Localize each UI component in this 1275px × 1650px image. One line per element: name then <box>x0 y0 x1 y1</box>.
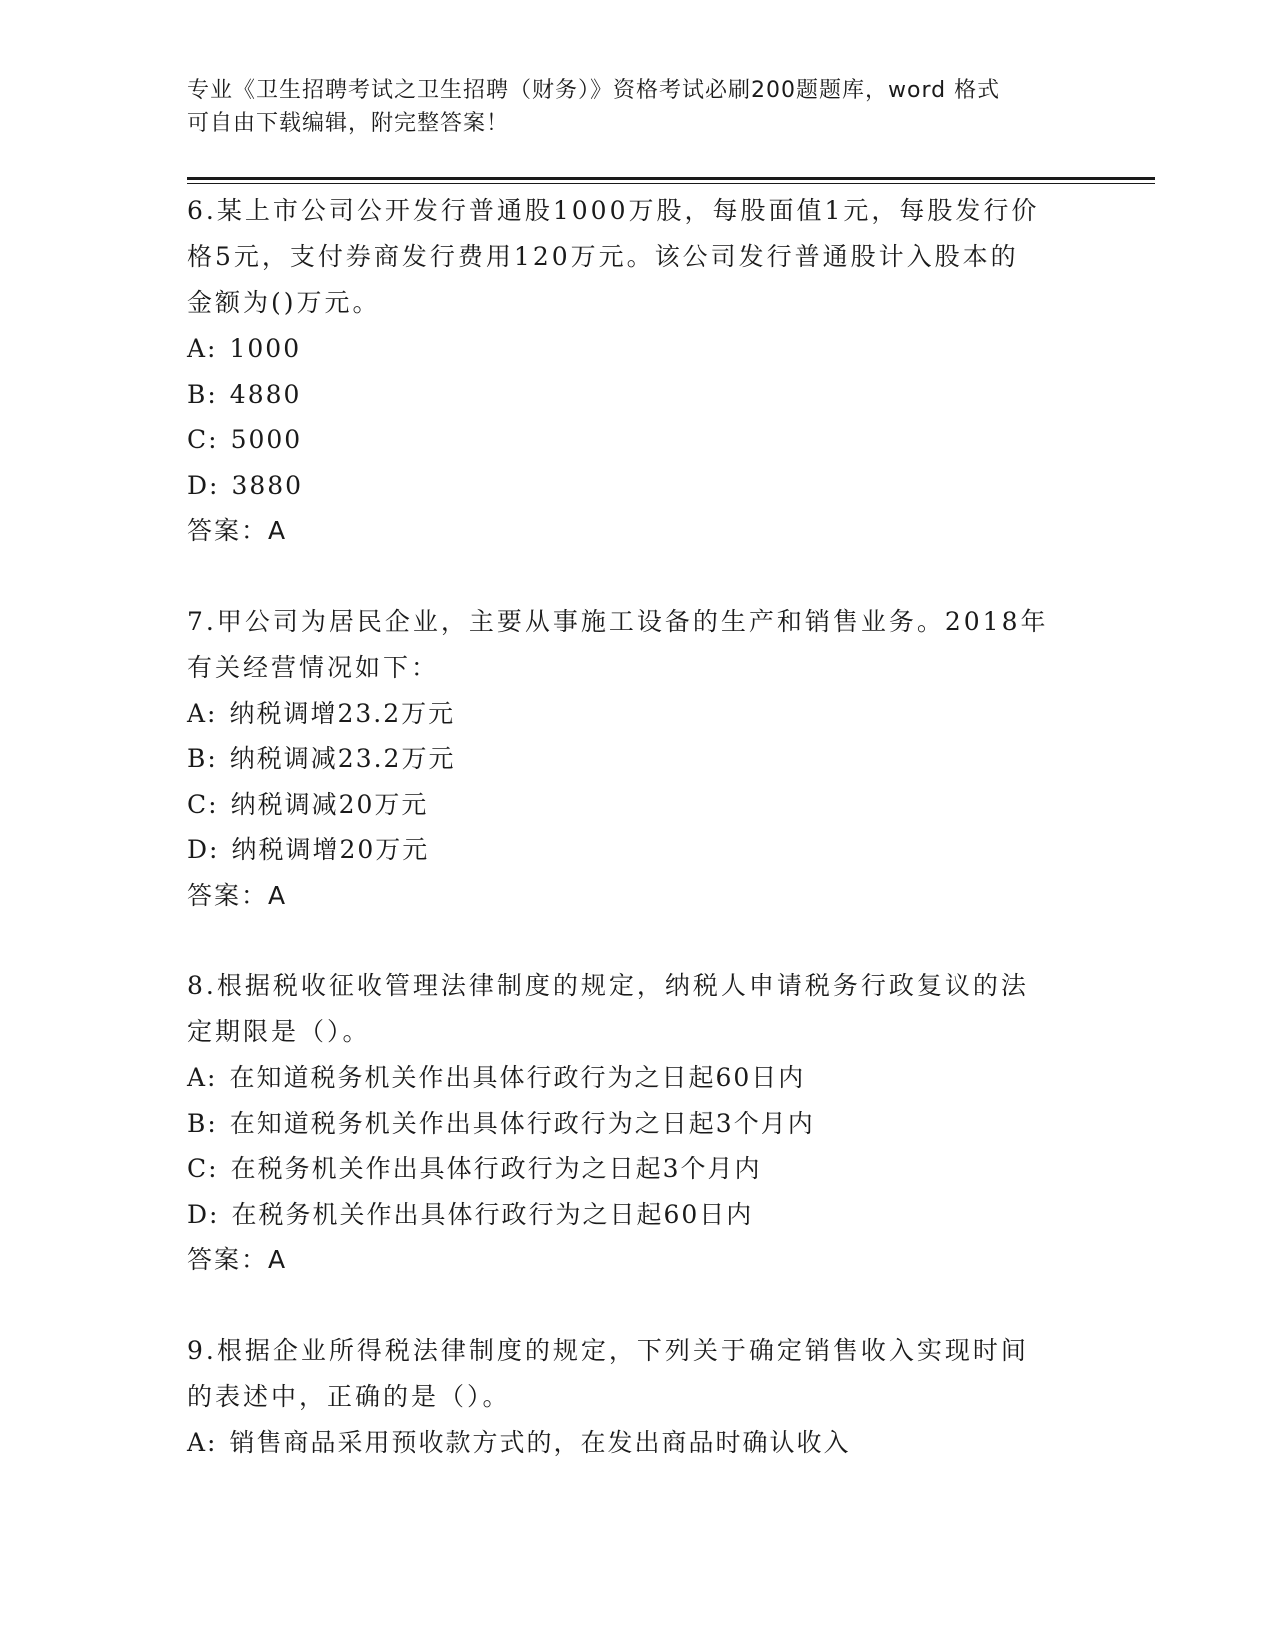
question-text-line: 格5元，支付券商发行费用120万元。该公司发行普通股计入股本的 <box>187 242 1019 271</box>
option-letter: C: <box>187 1154 219 1183</box>
option-letter: D: <box>187 835 220 864</box>
option-letter: B: <box>187 744 218 773</box>
question-list <box>187 188 1067 1465</box>
question-text-line: 9.根据企业所得税法律制度的规定，下列关于确定销售收入实现时间 <box>187 1335 1029 1365</box>
option-text: 销售商品采用预收款方式的，在发出商品时确认收入 <box>229 1427 851 1457</box>
option-a <box>187 691 1067 737</box>
option-text: 3880 <box>231 470 304 500</box>
option-d <box>187 827 1067 873</box>
option-letter: C: <box>187 789 219 819</box>
question-7 <box>187 599 1067 919</box>
option-a <box>187 1420 1067 1466</box>
option-letter: D: <box>187 1199 220 1229</box>
question-8 <box>187 963 1067 1283</box>
option-letter: A: <box>187 1427 218 1457</box>
question-text <box>187 188 1067 326</box>
option-b <box>187 736 1067 782</box>
option-b <box>187 1101 1067 1147</box>
option-a <box>187 326 1067 372</box>
option-letter: A: <box>187 698 218 728</box>
option-letter: A: <box>187 1063 218 1092</box>
option-b <box>187 372 1067 418</box>
question-text <box>187 1328 1067 1420</box>
option-a <box>187 1055 1067 1101</box>
option-text: 5000 <box>230 425 303 454</box>
answer-line: 答案：A <box>187 516 288 545</box>
option-c <box>187 417 1067 463</box>
option-text: 4880 <box>229 379 302 409</box>
option-c <box>187 782 1067 828</box>
question-text-line: 金额为()万元。 <box>187 288 381 317</box>
option-letter: B: <box>187 379 218 409</box>
option-letter: B: <box>187 1108 218 1138</box>
option-letter: C: <box>187 425 219 454</box>
question-text-line: 的表述中，正确的是（）。 <box>187 1381 511 1411</box>
question-text-line: 6.某上市公司公开发行普通股1000万股，每股面值1元，每股发行价 <box>187 196 1040 225</box>
answer-line: 答案：A <box>187 880 288 910</box>
header-divider-thick <box>187 177 1155 180</box>
option-text: 1000 <box>229 334 302 363</box>
question-6 <box>187 188 1067 554</box>
question-spacer <box>187 1283 1067 1328</box>
option-d <box>187 463 1067 509</box>
question-text <box>187 599 1067 691</box>
option-text: 纳税调增23.2万元 <box>229 698 456 728</box>
option-text: 纳税调减20万元 <box>230 789 429 819</box>
question-spacer <box>187 918 1067 963</box>
header-line-2: 可自由下载编辑，附完整答案！ <box>187 111 510 136</box>
question-text <box>187 963 1067 1055</box>
question-text-line: 定期限是（）。 <box>187 1017 371 1046</box>
question-9 <box>187 1328 1067 1466</box>
header-line-1: 专业《卫生招聘考试之卫生招聘（财务）》资格考试必刷200题题库，word 格式 <box>187 78 1001 103</box>
option-d <box>187 1192 1067 1238</box>
option-text: 在知道税务机关作出具体行政行为之日起3个月内 <box>229 1108 815 1138</box>
option-text: 在税务机关作出具体行政行为之日起3个月内 <box>230 1154 762 1183</box>
option-text: 纳税调减23.2万元 <box>229 744 456 773</box>
option-letter: D: <box>187 470 220 500</box>
document-header <box>187 74 1067 140</box>
option-letter: A: <box>187 334 218 363</box>
question-text-line: 有关经营情况如下： <box>187 652 440 682</box>
question-spacer <box>187 554 1067 599</box>
answer-line: 答案：A <box>187 1245 288 1274</box>
question-text-line: 8.根据税收征收管理法律制度的规定，纳税人申请税务行政复议的法 <box>187 971 1029 1000</box>
question-text-line: 7.甲公司为居民企业，主要从事施工设备的生产和销售业务。2018年 <box>187 606 1049 636</box>
option-text: 在知道税务机关作出具体行政行为之日起60日内 <box>229 1063 806 1092</box>
option-text: 在税务机关作出具体行政行为之日起60日内 <box>231 1199 754 1229</box>
header-divider-thin <box>187 183 1155 184</box>
option-c <box>187 1146 1067 1192</box>
option-text: 纳税调增20万元 <box>231 835 430 864</box>
